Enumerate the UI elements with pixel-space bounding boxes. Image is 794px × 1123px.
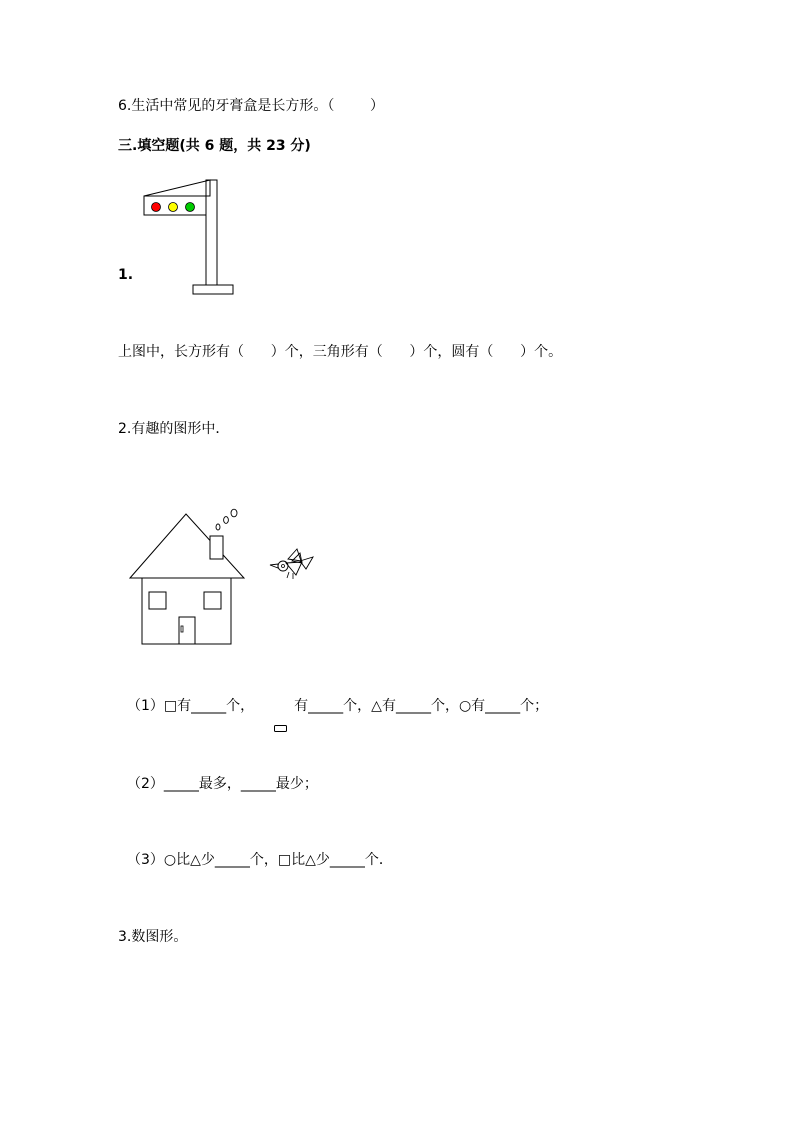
house-body (142, 578, 231, 644)
smoke-puff (216, 524, 220, 530)
question-6: 6.生活中常见的牙膏盒是长方形。（ ） (118, 98, 384, 114)
problem-1-question: 上图中，长方形有（ ）个，三角形有（ ）个，圆有（ ）个。 (118, 344, 563, 360)
house-window-left (149, 592, 166, 609)
door-handle (181, 626, 183, 632)
bird-head (278, 561, 288, 571)
smoke-puff (231, 509, 237, 517)
house-chimney (210, 536, 223, 559)
problem-2-part-1: （1）□有_____个， 有_____个，△有_____个，○有_____个； (127, 698, 549, 714)
problem-2-part-3: （3）○比△少_____个，□比△少_____个． (127, 852, 393, 868)
section-heading: 三.填空题(共 6 题，共 23 分) (118, 138, 311, 154)
problem-1-number: 1. (118, 267, 134, 283)
green-light (186, 203, 195, 212)
small-rectangle-icon (274, 725, 288, 733)
red-light (152, 203, 161, 212)
problem-2-part-2: （2）_____最多，_____最少； (127, 776, 318, 792)
bird-eye (282, 565, 285, 568)
bird-beak (270, 564, 278, 568)
bird-figure (266, 547, 316, 582)
signal-base (193, 285, 233, 294)
bird-leg (287, 572, 289, 578)
bird-wing (288, 549, 301, 561)
house-window-right (204, 592, 221, 609)
traffic-light-figure (140, 176, 240, 301)
smoke-puff (224, 517, 229, 524)
problem-3-title: 3.数图形。 (118, 929, 188, 945)
yellow-light (169, 203, 178, 212)
house-figure (128, 505, 248, 645)
signal-triangle (144, 180, 210, 196)
problem-2-title: 2.有趣的图形中． (118, 421, 230, 437)
